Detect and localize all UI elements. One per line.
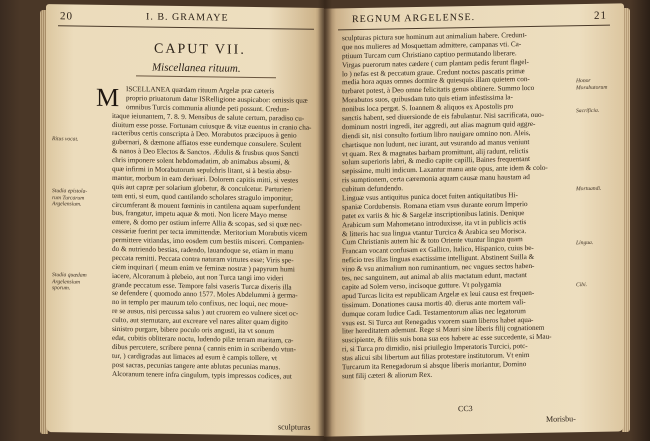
left-margin-note-3: Studia quædam Argelensium sporum. [52,272,87,292]
right-margin-note-1: Honor Morabutorum [576,77,608,91]
left-page [46,4,324,436]
right-text-line: dominum nostri ingredi, iter aggredi, aut alias magnum quid aggre- [342,119,536,132]
right-text-line: & litteris hac sua lingua vtantur Turcica & Arabica seu Morisca. [342,226,527,238]
right-text-line: cubitum defundendo. [342,184,404,194]
left-text-line: culto, aut sternutare, aut excreare vel nares aliter quam digito [112,316,288,327]
right-text-line: ptiuum Turcam cum Christiano captiuo permutando liberare. [342,49,517,61]
left-body-text [112,85,318,428]
left-text-line: omnibus Turcis communia aliunde peti possunt. Credun- [126,102,290,114]
signature-mark: CC3 [458,404,473,414]
right-text-line: sæpissime, multi indicum. Laxantur manu ante opus, ante idem & colo- [342,164,548,176]
left-text-line: do & nutriendo bestias, radendo, lauandoque se, etiam in manu [112,245,294,256]
right-catchword: Morisbu- [546,414,576,424]
right-text-line: liter hereditatem ademunt. Rege si Mauri sine liberis filij cognationem [342,324,545,336]
left-text-line: dibus percutere, scribere penna ( cannis enim in scribendo vtun- [112,342,297,354]
left-text-line: peccata remitti. Peccata contra naturam virtutes esse; Viris spe- [112,253,294,265]
left-text-line: cessariæ fuerint per tecta immittendæ. Meritorium Morabutis vicem [112,227,308,238]
right-margin-note-5: Cibi. [576,282,588,289]
left-text-line: bus, frangatur, impetu aquæ & moti. Non licere Mayo mense [112,209,287,220]
right-text-line: Arabicum sum Mahometano introduxisse, ita vt in publicis actis [342,217,527,230]
right-text-line: sanctis habent, sed diuersionde de eis fabulantur. Nisi sacrificata, ouo- [342,110,544,123]
left-margin-note-1: Ritus vocat. [52,136,79,143]
book-gutter [318,0,332,441]
right-text-line: solum superioris labri, & medio capite capilli, Baines frequentant [342,155,531,167]
right-text-line: vino & vsu animalium non ruminantium, nec vngues sectos haben- [342,262,535,274]
right-text-line: Linguæ vsus antiquitus punica docet fuiten antiquitatibus Hi- [342,191,518,203]
right-text-line: que nos mulieres ad Mosquettam admittere, campanas vti. Ca- [342,40,522,52]
chapter-title: CAPUT VII. [154,41,246,58]
left-text-line: & nanos à Deo Electos & Sanctos. Ædulis & frusbus quos Sancti [112,147,299,158]
left-page-number: 20 [60,10,73,23]
right-text-line: apud Turcas licita est republicam Argelæ ex leui causa est frequen- [342,288,535,301]
right-text-line: Turcarum ita Renegadorum si absque liberis moriantur, Domino [342,360,527,372]
right-text-line: Virgas puerorum nates cædere ( cum plantam pedis ferunt flagel- [342,57,529,69]
left-text-line: Alcoranum tenere infra cingulum, typis impressos codices, aut [112,369,292,380]
left-text-line: se defendere ( quomodo anno 1577. Moles Abdelummi à germa- [112,289,298,301]
left-text-line: tem enti, si eum, quod cantilando scholares stragulo imponitur, [112,191,293,203]
right-margin-note-4: Lingua. [576,239,594,247]
left-text-line: circumferant & mouent fœminis in cantilena aquam superfundent [112,200,301,212]
left-running-head: I. B. GRAMAYE [146,11,229,24]
right-text-line: diendi sit, nisi consulto fortium libro nauigare omnino non. Aleis, [342,128,531,141]
right-page [324,3,624,436]
chapter-subtitle: Miscellanea rituum. [152,61,241,75]
right-text-line: capite ad Solem verso, incisoque gutture. Vt polygamia [342,280,502,292]
left-text-line: re se ausus, nisi percussa salus ) aut cruorem eo vulnere sicet oc- [112,307,299,318]
right-text-line: ris sumptionem, certa cæremonia aquam causæ manu haustam ad [342,173,530,185]
right-text-line: sculpturas pictura sue hominum aut animalium habere. Credunt- [342,31,527,43]
right-text-line: spaniæ Cordubensis. Romana etiam vsus durante eorum Imperio [342,199,528,212]
right-margin-note-3: Mortuandi. [576,185,602,193]
right-text-line: vt quam. Rex & magnates barbam promittunt, alij radunt, relictis [342,146,529,158]
left-text-line: emere, & domo per ostium inferre Allia & scopas, sed si quæ nec- [112,218,303,229]
right-text-line: vsus est. Si Turca aut Renegadus vxorem suam liberos habet aqua- [342,315,534,327]
left-text-line: mantur, morbum in eam deriuari. Dolorem capitis mitti, si vestes [112,173,299,185]
right-text-line: turbaret potest, à Deo omne felicitatis genus obtinere. Summo loco [342,84,535,96]
right-text-line: lo ) nefas est & peccatum graue. Credunt noctes pascatis primæ [342,66,525,78]
right-running-head: REGNUM ARGELENSE. [352,11,476,26]
chapter-divider [136,75,276,78]
left-text-line: edat, cubitis obliterare noctu, ludendo pilæ terram maritam, ca- [112,333,294,345]
right-text-line: neficio tres illas linguas exactissime intelligunt. Abstinent Suilla & [342,253,535,265]
right-text-line: suscipiente, & filiis suis bona sua eos habere ac esse succedente, si Mau- [342,332,552,345]
left-text-line: ISCELLANEA quædam rituum Argelæ præ cæteris [126,85,275,96]
left-text-line: quis aut capræ per solarium globetur, & conculcetur. Parturien- [112,182,294,194]
right-text-line: ri, si Turca pro dimidio, nisi priuilegio Imperatoris Turcici, potc- [342,342,528,354]
left-text-line: sinistro purgare, bibere poculo oris angusti, ita vt sonum [112,325,274,336]
right-page-number: 21 [594,9,607,22]
right-text-line: media hora aquas omnes dormire & quiesquis illam quietem con- [342,75,530,87]
right-text-line: Cum Christianis autem hic & toto Oriente vtuntur lingua quam [342,235,523,247]
left-text-line: iacere, Alcoranum à plebeio, aut non Turca tangi imo videri [112,271,284,283]
right-margin-note-2: Sacrificia. [576,107,600,115]
right-text-line: dumque coram Iudice Cadi. Testamentorum alias nec legatorum [342,306,526,318]
right-text-line: tes, nec sanguinem, aut animal ab aliis mactatum edunt, mactant [342,271,527,283]
left-text-line: grande peccatum esse. Tempore falsi vaseris Turcæ dixeris illa [112,280,292,292]
left-text-line: diuitum esse posse. Fortunam cuiusque & vitæ euentus in cranio cha- [112,120,312,132]
dropcap-initial: M [96,82,120,113]
left-text-line: post sacras, pecunias tangere ante ablutas pecunias manus. [112,360,281,371]
right-text-line: tissimum. Donationes causa mortis 40. dierus ante mortem vali- [342,297,526,310]
right-text-line: nonibus loca pergat. S. Ioannem & aliquos ex Apostolis pro [342,102,514,114]
left-text-line: ciem inquinari ( meum enim ve feminæ nostræ ) papyrum humi [112,262,295,274]
left-catchword: sculpturas [278,422,311,432]
left-text-line: no in templo per maurum telo confixus, nec loqui, nec moue- [112,298,289,309]
right-text-line: sunt filij cæteri & aliorum Rex. [342,370,433,381]
left-text-line: gubernari, & dæmone affiatos esse eundemque consulere. Sculent [112,138,302,149]
left-text-line: racteribus certis conscripta à Deo. Morabutos præcipuos à genio [112,129,297,141]
left-text-line: chris imponere solent hebdomadatim, ab animabus absumi, & [112,156,290,167]
left-margin-note-2: Studia epistola- rum Turcarum Argelensium. [52,188,88,208]
right-body-text [342,30,570,402]
left-text-line: itaque ieiunantem, 7. 8. 9. Mensibus de salute certum, paradiso cu- [112,111,305,123]
right-text-line: chartisque non ludunt, nec iurant, aut vsurando ad manus veniunt [342,137,530,149]
left-text-line: quæ infirmi in Morabutorum sepulchris litant, si à bestia absu- [112,164,292,176]
left-text-line: permittere vitiandas, imo eosdem cum bestiis misceri. Companien- [112,236,305,247]
right-text-line: Francam vocant confusam ex Gallico, Italico, Hispanico, cuius be- [342,244,534,256]
right-text-line: stas alicui sibi libertum aut filias protestare institutorum. Vt enim [342,351,530,363]
right-text-line: Morabutos suos, quibusdam tuto quis etiam infestissima la- [342,93,513,105]
left-text-line: proprio priuatorum datur ISRelligione auspicabor: omissis quæ [126,94,308,105]
right-text-line: patet ex variis & hic & Sargelæ inscriptionibus latinis. Denique [342,208,525,221]
left-text-line: tur, ) cardigradas aut limaces ad esum è campis tollere, vt [112,351,277,363]
